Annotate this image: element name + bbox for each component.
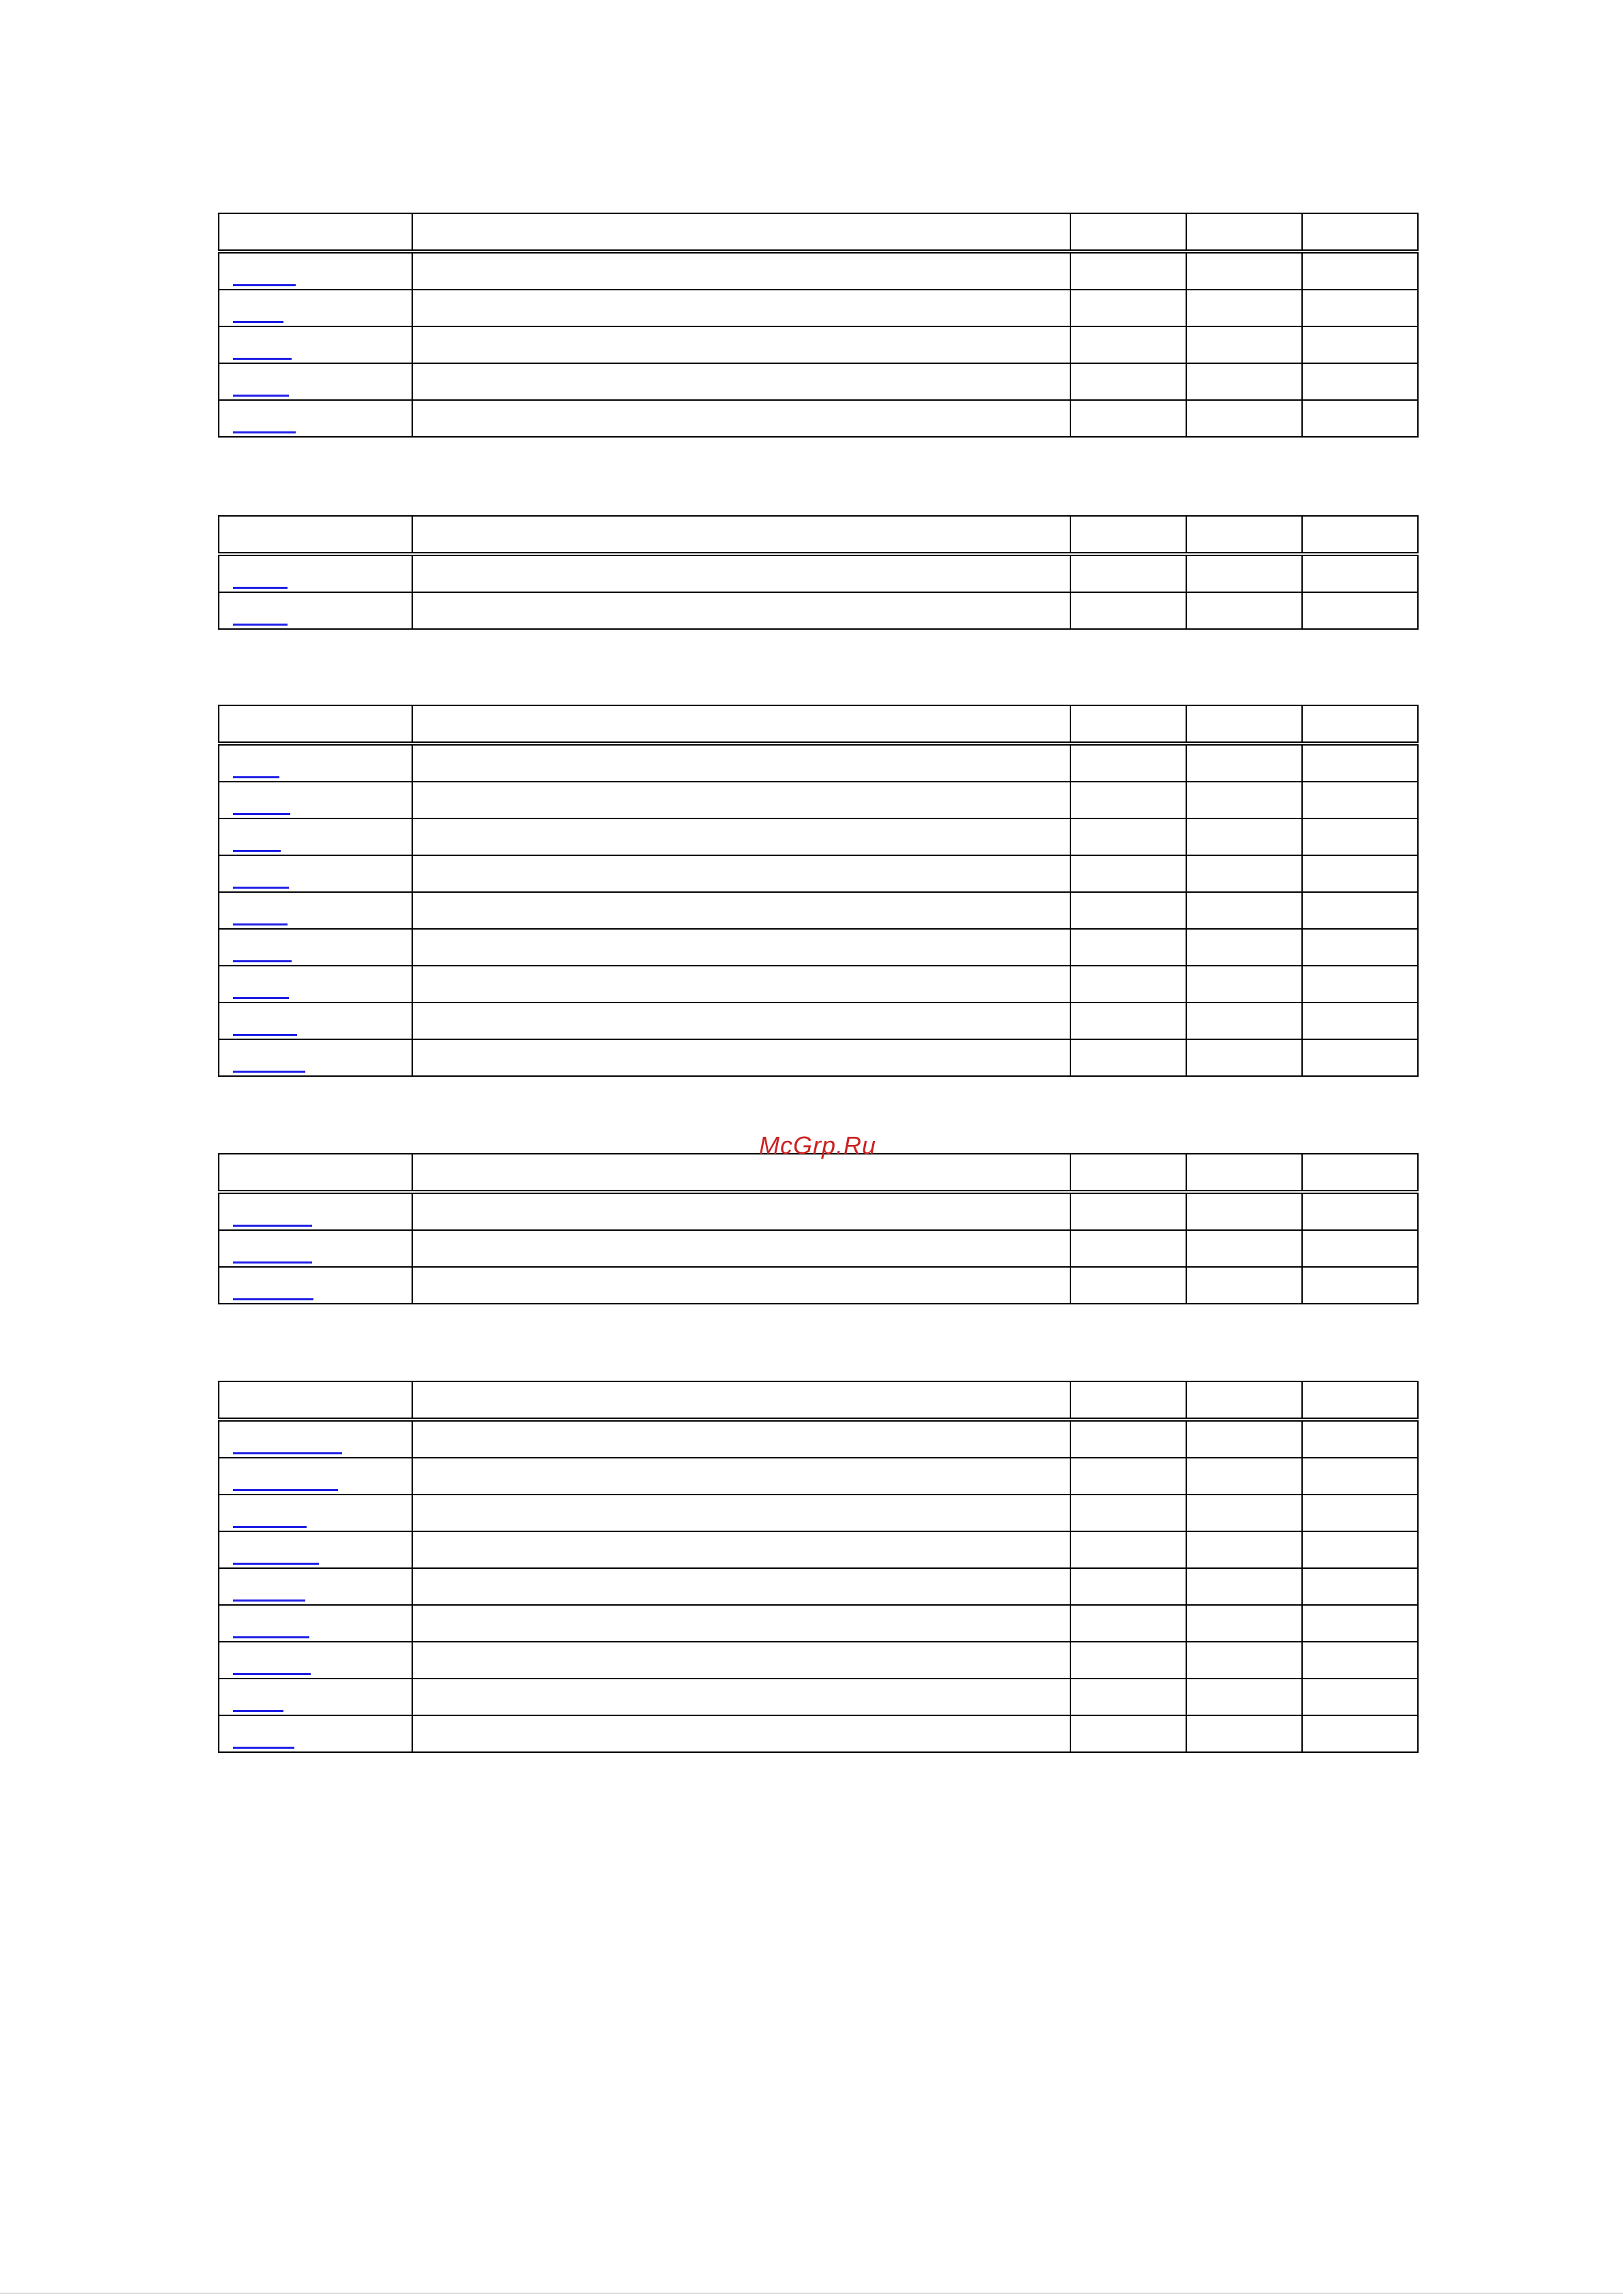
table-cell <box>412 1002 1070 1039</box>
row-link[interactable] <box>233 1526 307 1528</box>
header-cell <box>1186 1381 1302 1420</box>
table-cell <box>1070 554 1186 592</box>
table-cell <box>1302 1605 1418 1642</box>
table-cell <box>412 892 1070 929</box>
row-link[interactable] <box>233 1636 309 1638</box>
table-cell <box>1186 892 1302 929</box>
table-cell <box>412 966 1070 1002</box>
table-cell <box>1302 929 1418 966</box>
table-cell <box>219 818 412 855</box>
table-cell <box>1302 1002 1418 1039</box>
table-cell <box>219 1039 412 1076</box>
table-4 <box>218 1153 1419 1304</box>
row-link[interactable] <box>233 1747 294 1749</box>
table-cell <box>1186 1002 1302 1039</box>
table-cell <box>219 1230 412 1267</box>
table-cell <box>1070 1679 1186 1715</box>
table-cell <box>219 290 412 326</box>
table-cell <box>1070 251 1186 290</box>
table-cell <box>219 1531 412 1568</box>
table-cell <box>1302 1458 1418 1495</box>
table-3 <box>218 705 1419 1077</box>
table-cell <box>412 251 1070 290</box>
table-cell <box>1302 892 1418 929</box>
table-cell <box>1186 1642 1302 1679</box>
row-link[interactable] <box>233 1261 312 1264</box>
table-cell <box>1186 363 1302 400</box>
table-cell <box>1070 1192 1186 1230</box>
header-cell <box>1186 1154 1302 1192</box>
table-cell <box>1070 1605 1186 1642</box>
row-link[interactable] <box>233 587 288 589</box>
table-cell <box>1302 363 1418 400</box>
row-link[interactable] <box>233 395 289 397</box>
table-header-row <box>219 516 1418 554</box>
table-cell <box>1070 966 1186 1002</box>
table-cell <box>1070 1002 1186 1039</box>
table-cell <box>412 1230 1070 1267</box>
table-cell <box>412 1192 1070 1230</box>
table-cell <box>219 782 412 818</box>
header-cell <box>219 1381 412 1420</box>
table-cell <box>219 929 412 966</box>
table-cell <box>1070 818 1186 855</box>
row-link[interactable] <box>233 776 279 778</box>
row-link[interactable] <box>233 850 281 852</box>
header-cell <box>1186 213 1302 251</box>
table-cell <box>1186 592 1302 629</box>
header-cell <box>412 1381 1070 1420</box>
table-cell <box>1070 1267 1186 1304</box>
table-cell <box>219 554 412 592</box>
table-cell <box>1186 1715 1302 1752</box>
table-cell <box>1070 363 1186 400</box>
table-cell <box>1302 1230 1418 1267</box>
table-cell <box>219 251 412 290</box>
table-row <box>219 1192 1418 1230</box>
table-row <box>219 1458 1418 1495</box>
table-row <box>219 1420 1418 1458</box>
table-cell <box>1070 1495 1186 1531</box>
table-row <box>219 1267 1418 1304</box>
table-row <box>219 1002 1418 1039</box>
table-cell <box>1302 1679 1418 1715</box>
table-cell <box>1186 1495 1302 1531</box>
table-2 <box>218 515 1419 630</box>
table-row <box>219 1230 1418 1267</box>
table-cell <box>412 1679 1070 1715</box>
table-cell <box>219 855 412 892</box>
header-cell <box>219 705 412 744</box>
table-header-row <box>219 213 1418 251</box>
watermark: McGrp.Ru <box>758 1131 877 1159</box>
row-link[interactable] <box>233 284 296 286</box>
table-cell <box>1186 326 1302 363</box>
table-cell <box>219 1715 412 1752</box>
table-cell <box>219 1679 412 1715</box>
table-cell <box>1186 1679 1302 1715</box>
table-row <box>219 892 1418 929</box>
table-cell <box>412 326 1070 363</box>
table-cell <box>412 554 1070 592</box>
table-row <box>219 326 1418 363</box>
table-cell <box>219 966 412 1002</box>
table-cell <box>219 1420 412 1458</box>
table-cell <box>412 1605 1070 1642</box>
header-cell <box>1302 705 1418 744</box>
header-cell <box>1302 1381 1418 1420</box>
table-row <box>219 929 1418 966</box>
table-cell <box>219 592 412 629</box>
table-cell <box>219 744 412 782</box>
table-cell <box>1302 400 1418 437</box>
header-cell <box>219 1154 412 1192</box>
table-cell <box>1186 1420 1302 1458</box>
header-cell <box>1070 1381 1186 1420</box>
row-link[interactable] <box>233 887 289 889</box>
table-cell <box>1302 554 1418 592</box>
header-cell <box>219 516 412 554</box>
table-cell <box>1302 855 1418 892</box>
table-row <box>219 1039 1418 1076</box>
row-link[interactable] <box>233 431 296 433</box>
header-cell <box>1186 705 1302 744</box>
row-link[interactable] <box>233 1599 305 1602</box>
table-cell <box>1070 782 1186 818</box>
table-row <box>219 855 1418 892</box>
table-1 <box>218 213 1419 438</box>
table-cell <box>1302 966 1418 1002</box>
table-cell <box>1302 1039 1418 1076</box>
table-cell <box>412 1267 1070 1304</box>
table-cell <box>412 1715 1070 1752</box>
table-cell <box>412 1568 1070 1605</box>
table-cell <box>219 892 412 929</box>
table-cell <box>1302 290 1418 326</box>
table-cell <box>412 1039 1070 1076</box>
row-link[interactable] <box>233 321 283 323</box>
row-link[interactable] <box>233 358 292 360</box>
table-cell <box>412 592 1070 629</box>
table-cell <box>1070 1531 1186 1568</box>
table-cell <box>1186 290 1302 326</box>
table-row <box>219 1642 1418 1679</box>
table-cell <box>219 326 412 363</box>
table-row <box>219 1715 1418 1752</box>
header-cell <box>1186 516 1302 554</box>
table-cell <box>1070 326 1186 363</box>
table-row <box>219 290 1418 326</box>
table-cell <box>219 1458 412 1495</box>
row-link[interactable] <box>233 1452 342 1454</box>
table-cell <box>1302 592 1418 629</box>
table-cell <box>219 1568 412 1605</box>
table-cell <box>219 1642 412 1679</box>
table-cell <box>1186 1568 1302 1605</box>
table-row <box>219 400 1418 437</box>
table-cell <box>412 1642 1070 1679</box>
header-cell <box>412 213 1070 251</box>
table-row <box>219 744 1418 782</box>
table-row <box>219 1495 1418 1531</box>
header-cell <box>1302 1154 1418 1192</box>
table-cell <box>1302 1495 1418 1531</box>
table-cell <box>1186 554 1302 592</box>
table-cell <box>1186 818 1302 855</box>
table-cell <box>1070 592 1186 629</box>
table-cell <box>1186 1039 1302 1076</box>
table-row <box>219 554 1418 592</box>
table-cell <box>1070 1642 1186 1679</box>
table-cell <box>1302 782 1418 818</box>
table-cell <box>1186 1192 1302 1230</box>
table-cell <box>1186 966 1302 1002</box>
row-link[interactable] <box>233 1710 283 1712</box>
header-cell <box>412 516 1070 554</box>
table-cell <box>1186 1531 1302 1568</box>
table-row <box>219 1605 1418 1642</box>
table-header-row <box>219 1381 1418 1420</box>
footer-line <box>0 2293 1623 2294</box>
table-cell <box>412 1420 1070 1458</box>
row-link[interactable] <box>233 997 289 999</box>
table-cell <box>1070 855 1186 892</box>
table-cell <box>1070 1715 1186 1752</box>
table-cell <box>1070 1039 1186 1076</box>
table-cell <box>1070 1230 1186 1267</box>
table-row <box>219 966 1418 1002</box>
table-5 <box>218 1381 1419 1753</box>
table-cell <box>412 1495 1070 1531</box>
table-cell <box>1186 1230 1302 1267</box>
table-cell <box>219 1192 412 1230</box>
table-cell <box>219 1002 412 1039</box>
row-link[interactable] <box>233 1225 312 1227</box>
table-cell <box>1186 1267 1302 1304</box>
table-cell <box>1302 1420 1418 1458</box>
table-cell <box>1186 744 1302 782</box>
table-cell <box>1302 1568 1418 1605</box>
header-cell <box>1070 705 1186 744</box>
table-cell <box>412 1531 1070 1568</box>
header-cell <box>412 705 1070 744</box>
row-link[interactable] <box>233 1673 311 1675</box>
header-cell <box>1070 1154 1186 1192</box>
table-row <box>219 782 1418 818</box>
table-cell <box>1302 326 1418 363</box>
header-cell <box>1302 516 1418 554</box>
table-row <box>219 363 1418 400</box>
header-cell <box>412 1154 1070 1192</box>
table-cell <box>1070 929 1186 966</box>
table-cell <box>1302 744 1418 782</box>
row-link[interactable] <box>233 624 288 626</box>
table-cell <box>412 400 1070 437</box>
table-cell <box>412 929 1070 966</box>
table-cell <box>1186 400 1302 437</box>
table-cell <box>1302 1267 1418 1304</box>
table-cell <box>1070 400 1186 437</box>
header-cell <box>1302 213 1418 251</box>
header-cell <box>1070 213 1186 251</box>
row-link[interactable] <box>233 923 288 925</box>
header-cell <box>219 213 412 251</box>
table-cell <box>1186 855 1302 892</box>
table-row <box>219 1679 1418 1715</box>
table-cell <box>412 290 1070 326</box>
table-cell <box>219 1605 412 1642</box>
table-cell <box>1070 1568 1186 1605</box>
table-cell <box>1302 251 1418 290</box>
table-cell <box>219 400 412 437</box>
table-cell <box>219 1267 412 1304</box>
row-link[interactable] <box>233 1298 313 1300</box>
table-cell <box>1070 1420 1186 1458</box>
table-cell <box>1302 1642 1418 1679</box>
table-cell <box>1302 818 1418 855</box>
table-cell <box>412 855 1070 892</box>
table-cell <box>412 363 1070 400</box>
row-link[interactable] <box>233 1563 319 1565</box>
table-cell <box>412 1458 1070 1495</box>
table-cell <box>1186 251 1302 290</box>
table-cell <box>1186 1458 1302 1495</box>
table-cell <box>1302 1531 1418 1568</box>
table-cell <box>1186 929 1302 966</box>
table-row <box>219 1531 1418 1568</box>
row-link[interactable] <box>233 1034 297 1036</box>
row-link[interactable] <box>233 1489 338 1491</box>
table-cell <box>1070 892 1186 929</box>
table-cell <box>1302 1192 1418 1230</box>
row-link[interactable] <box>233 813 290 815</box>
table-cell <box>1186 782 1302 818</box>
table-row <box>219 592 1418 629</box>
table-cell <box>219 1495 412 1531</box>
table-cell <box>1186 1605 1302 1642</box>
row-link[interactable] <box>233 1071 305 1073</box>
header-cell <box>1070 516 1186 554</box>
table-row <box>219 251 1418 290</box>
table-cell <box>412 744 1070 782</box>
table-cell <box>1070 290 1186 326</box>
table-cell <box>219 363 412 400</box>
table-cell <box>1070 744 1186 782</box>
row-link[interactable] <box>233 960 292 962</box>
table-cell <box>412 818 1070 855</box>
table-row <box>219 818 1418 855</box>
table-header-row <box>219 705 1418 744</box>
table-cell <box>1070 1458 1186 1495</box>
table-cell <box>1302 1715 1418 1752</box>
table-row <box>219 1568 1418 1605</box>
table-cell <box>412 782 1070 818</box>
